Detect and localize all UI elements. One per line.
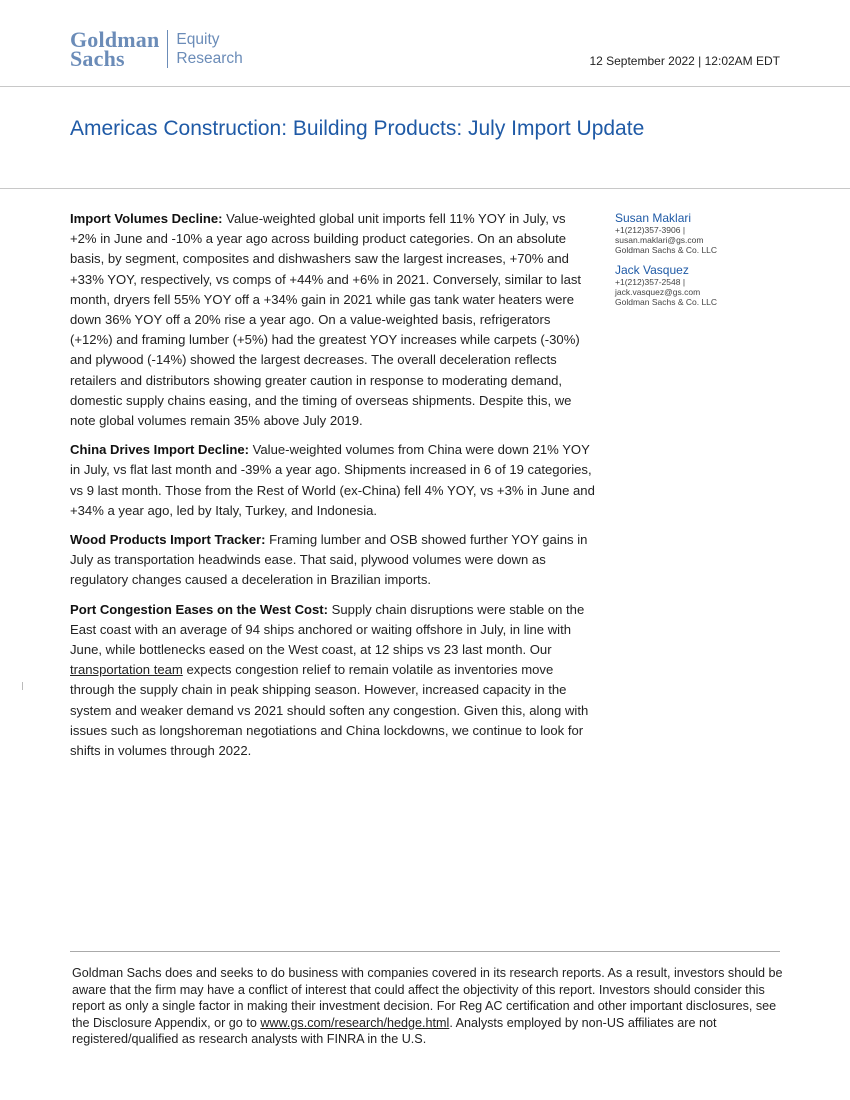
report-title: Americas Construction: Building Products: July Import Update <box>70 117 645 140</box>
section-text: Value-weighted volumes from China were down 21% YOY in July, vs flat last month and -39% a year ago. Shipments increased in 6 of 19 categories, vs 9 last month. Those from the Rest of World (ex-China) fell 4% YOY, vs +3% in June and +34% a year ago, led by Italy, Turkey, and Indonesia. <box>70 442 595 518</box>
section-heading: China Drives Import Decline: <box>70 442 249 458</box>
disclosure-link[interactable]: www.gs.com/research/hedge.html <box>260 1015 450 1030</box>
section-heading: Wood Products Import Tracker: <box>70 532 266 548</box>
report-body <box>70 209 595 770</box>
section-china <box>70 440 595 521</box>
logo-sub-2: Research <box>176 50 243 67</box>
section-text: Framing lumber and OSB showed further YOY gains in July as transportation headwinds ease. That said, plywood volumes were down as regulatory changes caused a deceleration in Brazilian imports. <box>70 532 588 588</box>
section-port-congestion <box>70 600 595 762</box>
logo-wordmark <box>70 27 160 71</box>
logo-line-2: Sachs <box>70 46 125 71</box>
analyst-phone: +1(212)357-2548 | <box>615 277 686 287</box>
title-divider <box>0 188 850 189</box>
analyst-panel <box>615 212 785 316</box>
logo-subtitle <box>176 30 242 68</box>
logo-divider <box>167 30 168 68</box>
analyst-phone: +1(212)357-3906 | <box>615 225 686 235</box>
section-import-volumes <box>70 209 595 431</box>
goldman-sachs-logo <box>70 27 243 71</box>
transportation-team-link[interactable]: transportation team <box>70 662 183 678</box>
analyst-firm: Goldman Sachs & Co. LLC <box>615 245 718 255</box>
analyst-email[interactable]: jack.vasquez@gs.com <box>615 287 701 297</box>
logo-sub-1: Equity <box>176 31 220 48</box>
section-text: expects congestion relief to remain volatile as inventories move through the supply chain in peak shipping season. However, increased capacity in the system and weaker demand vs 2021 should soften any congestion. Given this, along with issues such as longshoreman negotiations and China lockdowns, we continue to look for shifts in volumes through 2022. <box>70 662 589 759</box>
footer-divider <box>70 951 780 952</box>
disclosure-footer <box>72 965 784 1048</box>
footer-text: Goldman Sachs does and seeks to do business with companies covered in its research reports. As a result, investors should be aware that the firm may have a conflict of interest that could affect the objectivity of this report. Investors should consider this report as only a single factor in making their investment decision. For Reg AC certification and other important disclosures, see the Disclosure Appendix, or go to <box>72 966 783 1030</box>
analyst-firm: Goldman Sachs & Co. LLC <box>615 297 718 307</box>
section-heading: Port Congestion Eases on the West Cost: <box>70 601 329 617</box>
header-divider <box>0 86 850 87</box>
section-heading: Import Volumes Decline: <box>70 211 223 226</box>
logo-line-1: Goldman <box>70 27 160 52</box>
analyst-email[interactable]: susan.maklari@gs.com <box>615 235 704 245</box>
margin-marker <box>22 682 23 690</box>
section-wood-products <box>70 530 595 591</box>
section-text: Supply chain disruptions were stable on the East coast with an average of 94 ships anchored or waiting offshore in July, in line with June, while bottlenecks eased on the West coast, at 12 ships vs 23 last month. Our <box>70 601 585 658</box>
report-date: 12 September 2022 | 12:02AM EDT <box>589 54 780 68</box>
analyst-name: Susan Maklari <box>615 211 692 225</box>
analyst-name: Jack Vasquez <box>615 263 689 277</box>
section-text: Value-weighted global unit imports fell 11% YOY in July, vs +2% in June and -10% a year ago across building product categories. On an absolute basis, by segment, composites and dishwashers saw the largest increases, +70% and +33% YOY, respectively, vs comps of +44% and +6% in 2021. Conversely, similar to last month, dryers fell 55% YOY off a +34% gain in 2021 while gas tank water heaters were down 36% YOY off a 20% rise a year ago. On a value-weighted basis, refrigerators (+12%) and framing lumber (+5%) had the greatest YOY increases while carpets (-30%) and plywood (-14%) showed the largest decreases. The overall deceleration reflects retailers and distributors showing greater caution in response to moderating demand, domestic supply chains easing, and the timing of overseas shipments. Despite this, we note global volumes remain 35% above July 2019. <box>70 211 582 429</box>
analyst-card <box>615 264 785 307</box>
footer-text: . Analysts employed by non-US affiliates are not registered/qualified as research analysts with FINRA in the U.S. <box>72 1015 717 1046</box>
analyst-card <box>615 212 785 255</box>
